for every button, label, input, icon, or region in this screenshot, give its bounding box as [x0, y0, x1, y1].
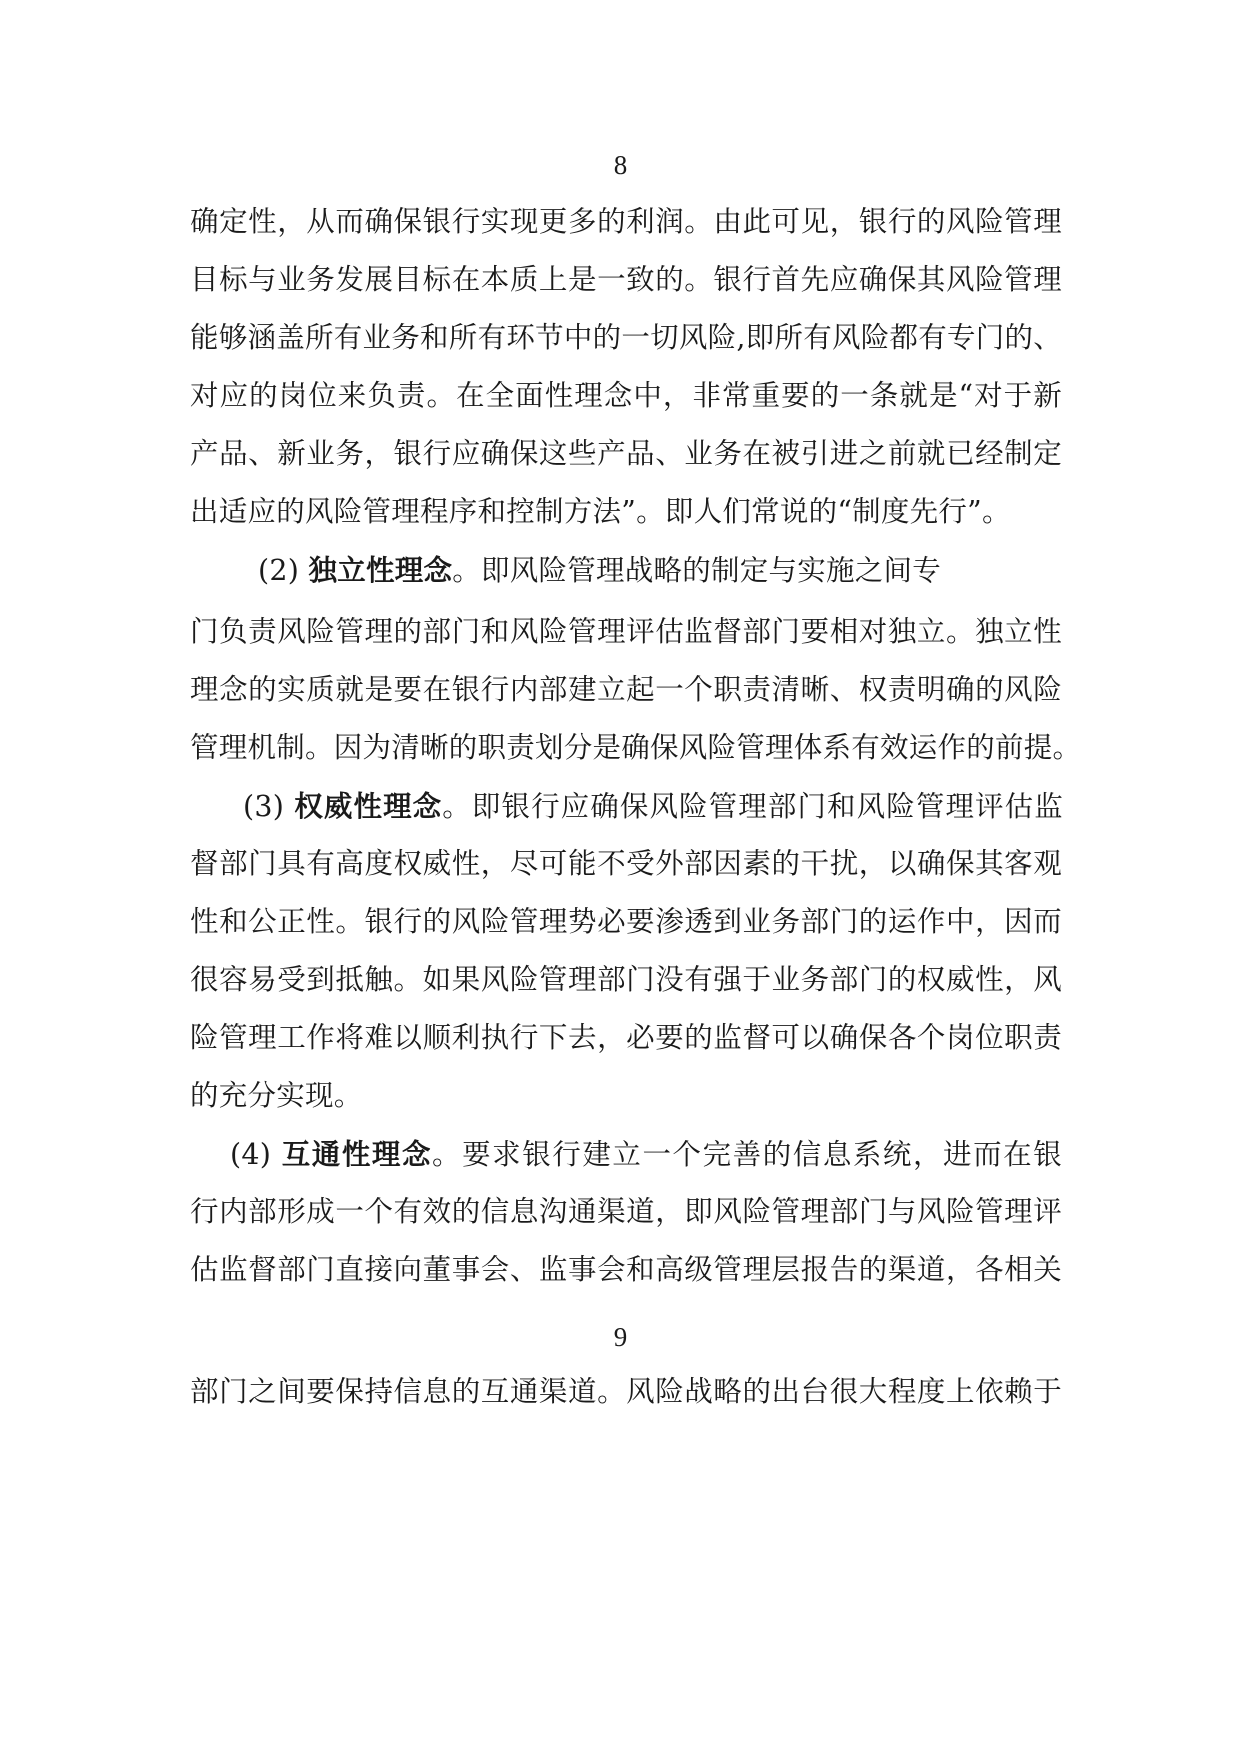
- body-text-line: 管理机制。因为清晰的职责划分是确保风险管理体系有效运作的前提。: [190, 731, 1082, 764]
- body-text-line: 目标与业务发展目标在本质上是一致的。银行首先应确保其风险管理: [190, 263, 1062, 296]
- body-text-line: 对应的岗位来负责。在全面性理念中，非常重要的一条就是“对于新: [190, 379, 1062, 412]
- section-number: (4): [230, 1138, 282, 1171]
- section-term: 互通性理念: [281, 1137, 433, 1171]
- section-term: 权威性理念: [294, 789, 443, 823]
- body-text-line: 行内部形成一个有效的信息沟通渠道，即风险管理部门与风险管理评: [190, 1195, 1062, 1228]
- section-term: 独立性理念: [308, 553, 453, 587]
- body-text-line: 的充分实现。: [190, 1079, 363, 1112]
- section-heading-line: [258, 550, 941, 590]
- section-heading-line: [230, 1134, 1062, 1174]
- section-number: (2): [258, 554, 309, 587]
- section-text: 。即风险管理战略的制定与实施之间专: [452, 554, 941, 587]
- body-text-line: 出适应的风险管理程序和控制方法”。即人们常说的“制度先行”。: [190, 495, 1011, 528]
- section-number: (3): [243, 790, 295, 823]
- body-text-line: 督部门具有高度权威性，尽可能不受外部因素的干扰，以确保其客观: [190, 847, 1062, 880]
- section-text: 。要求银行建立一个完善的信息系统，进而在银: [432, 1138, 1062, 1171]
- section-heading-line: [243, 786, 1063, 826]
- section-text: 。即银行应确保风险管理部门和风险管理评估监: [442, 790, 1063, 823]
- body-text-line: 理念的实质就是要在银行内部建立起一个职责清晰、权责明确的风险: [190, 673, 1062, 706]
- body-text-line: 门负责风险管理的部门和风险管理评估监督部门要相对独立。独立性: [190, 615, 1062, 648]
- body-text-line: 险管理工作将难以顺利执行下去，必要的监督可以确保各个岗位职责: [190, 1021, 1062, 1054]
- body-text-line: 能够涵盖所有业务和所有环节中的一切风险,即所有风险都有专门的、: [190, 321, 1062, 354]
- page-number: 8: [613, 150, 628, 180]
- body-text-line: 很容易受到抵触。如果风险管理部门没有强于业务部门的权威性，风: [190, 963, 1062, 996]
- body-text-line: 性和公正性。银行的风险管理势必要渗透到业务部门的运作中，因而: [190, 905, 1062, 938]
- page-number: 9: [613, 1322, 628, 1352]
- body-text-line: 部门之间要保持信息的互通渠道。风险战略的出台很大程度上依赖于: [190, 1375, 1062, 1408]
- body-text-line: 确定性，从而确保银行实现更多的利润。由此可见，银行的风险管理: [190, 205, 1062, 238]
- body-text-line: 估监督部门直接向董事会、监事会和高级管理层报告的渠道，各相关: [190, 1253, 1062, 1286]
- body-text-line: 产品、新业务，银行应确保这些产品、业务在被引进之前就已经制定: [190, 437, 1062, 470]
